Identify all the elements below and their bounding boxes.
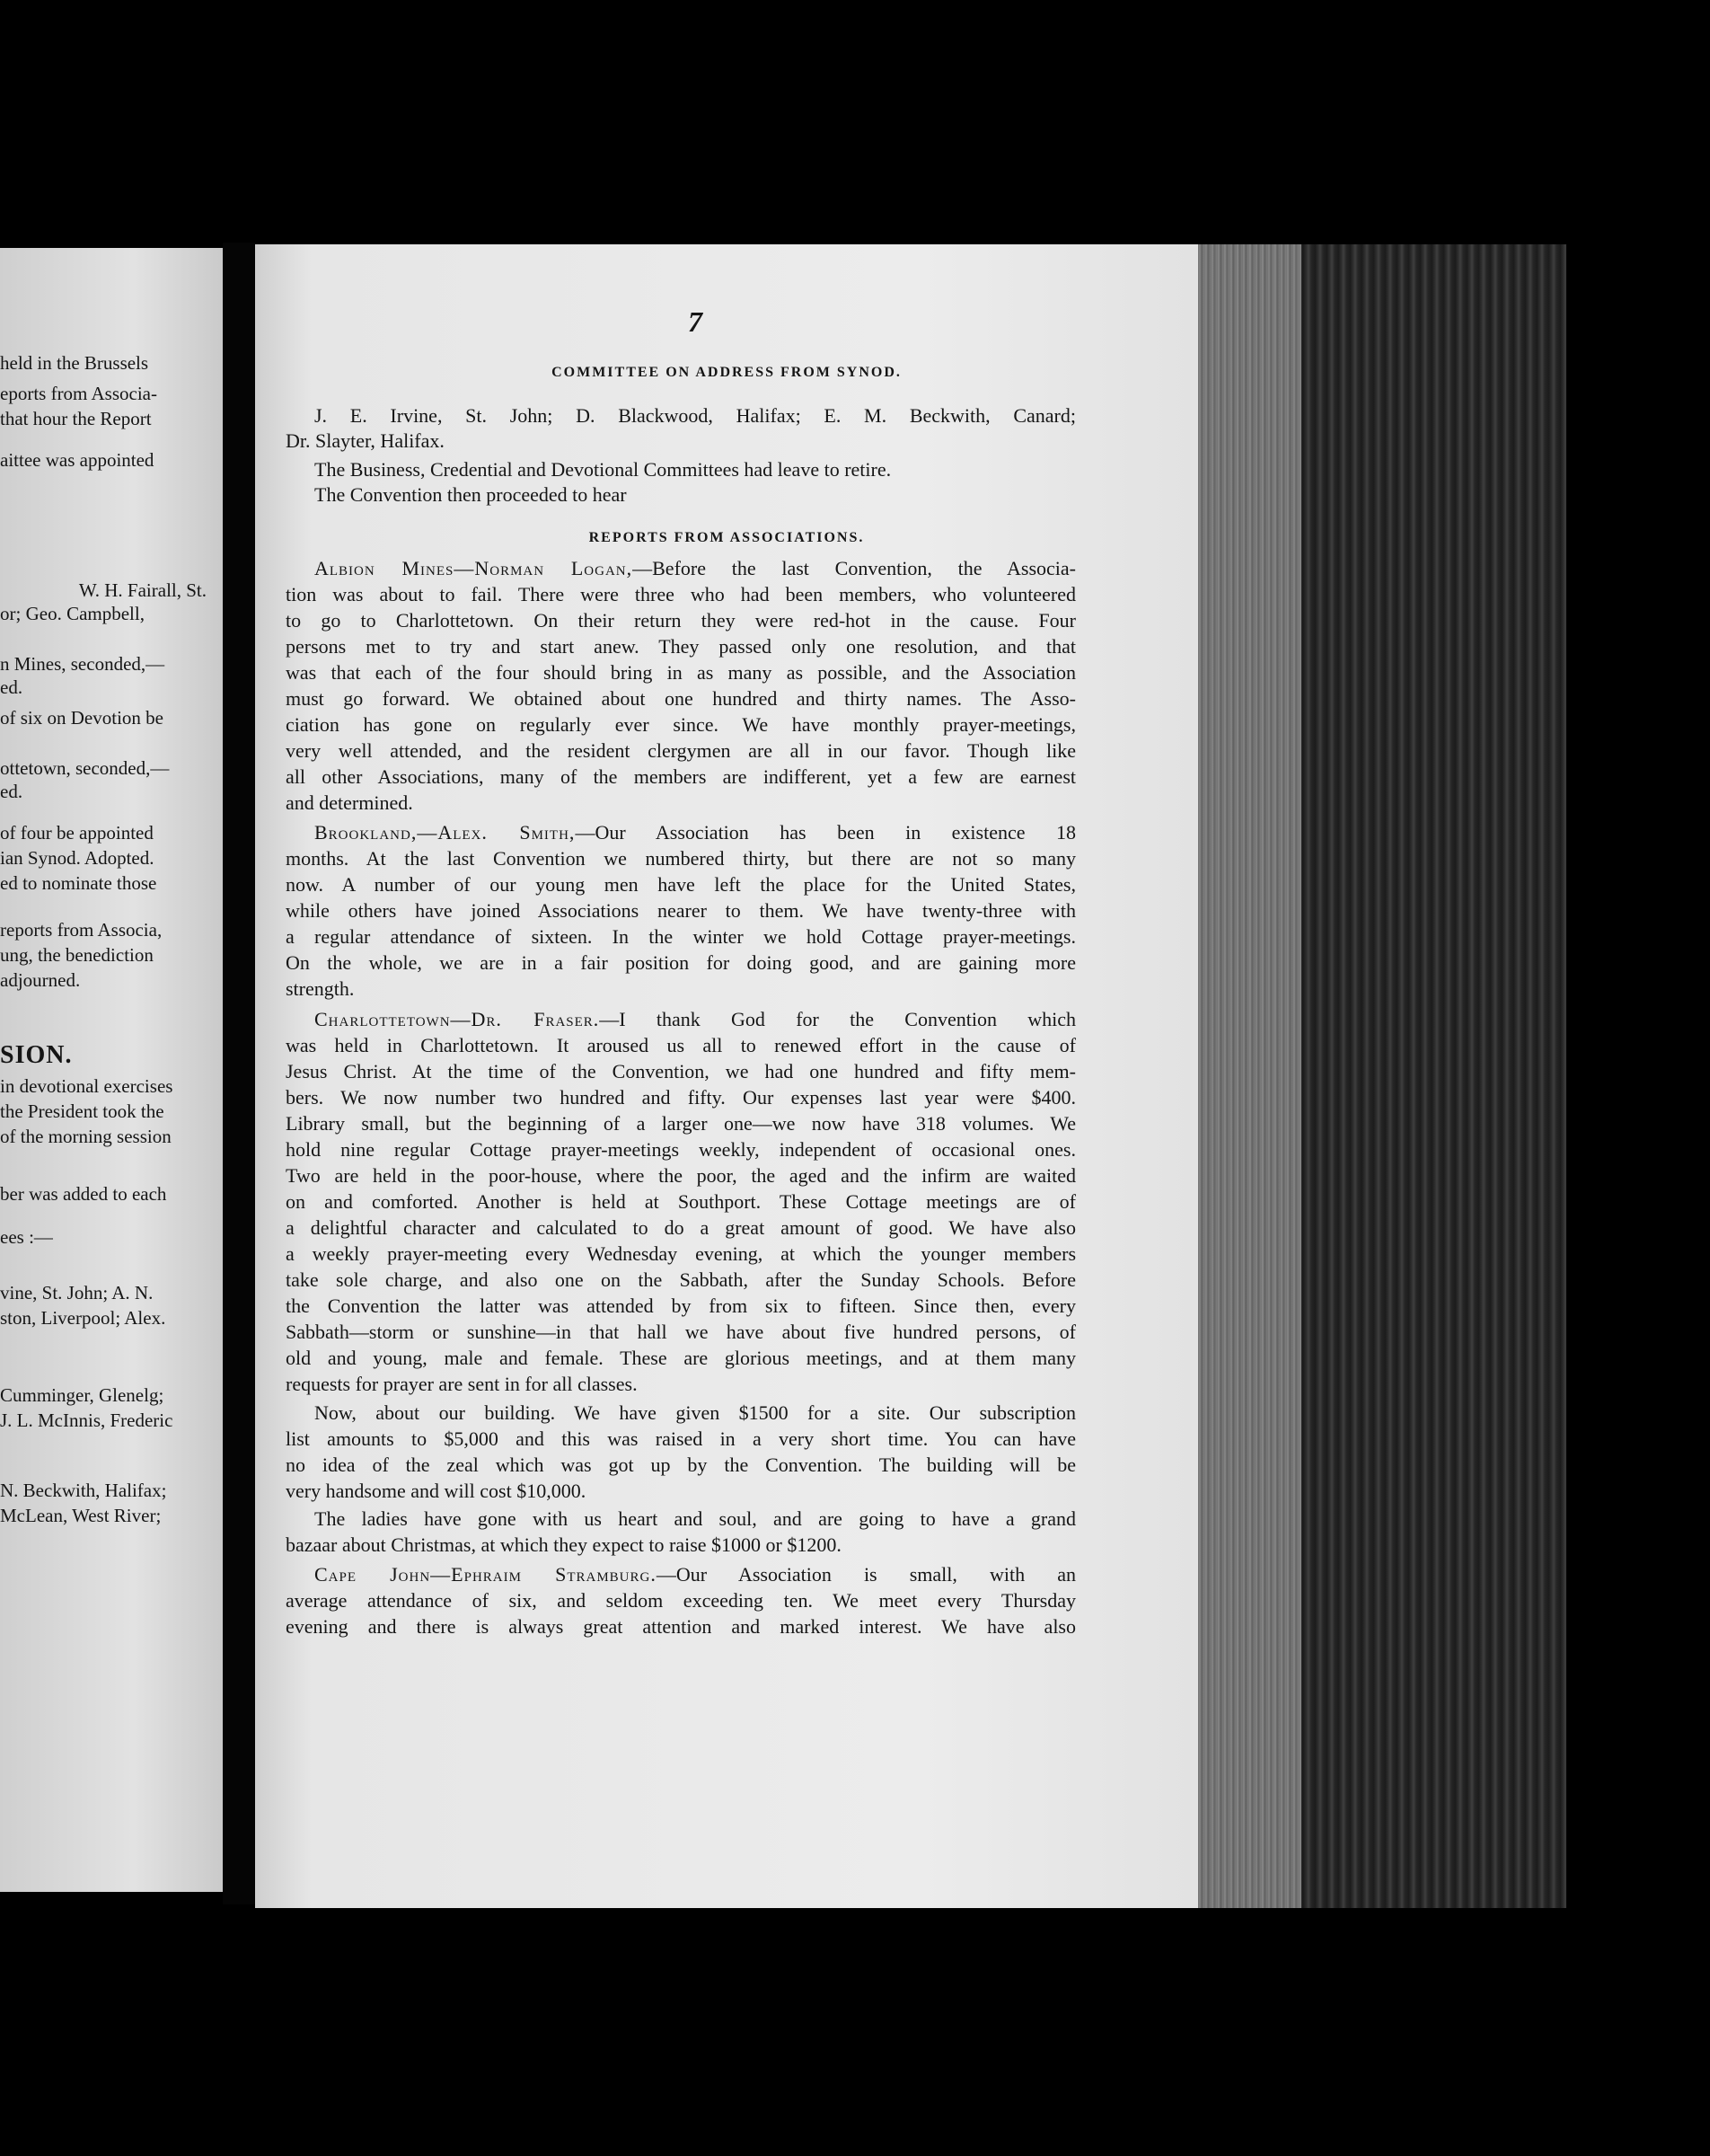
left-page-text-fragment: ed to nominate those: [0, 872, 157, 894]
report-charlottetown-line: take sole charge, and also one on the Sabbath, after the Sunday Schools. Before: [286, 1268, 1076, 1291]
left-page-text-fragment: eports from Associa-: [0, 383, 157, 404]
left-page-text-fragment: aittee was appointed: [0, 449, 154, 471]
report-brookland-line: a regular attendance of sixteen. In the winter we hold Cottage prayer-meetings.: [286, 925, 1076, 948]
book-gutter: [223, 243, 255, 1904]
report-charlottetown-line: Library small, but the beginning of a larger one—we now have 318 volumes. We: [286, 1112, 1076, 1135]
heading-committee-on-address: COMMITTEE ON ADDRESS FROM SYNOD.: [551, 365, 902, 380]
report-cape-john-line: average attendance of six, and seldom exceeding ten. We meet every Thursday: [286, 1589, 1076, 1612]
report-albion-line: and determined.: [286, 791, 413, 814]
heading-reports-from-associations: REPORTS FROM ASSOCIATIONS.: [588, 530, 865, 545]
left-page-text-fragment: W. H. Fairall, St.: [78, 579, 207, 601]
page-edge-band: [1198, 244, 1301, 1908]
left-page-text-fragment: of six on Devotion be: [0, 707, 163, 729]
report-albion-line: must go forward. We obtained about one hundred and thirty names. The Asso-: [286, 687, 1076, 710]
left-page-text-fragment: reports from Associa,: [0, 919, 163, 941]
ladies-line: bazaar about Christmas, at which they expect to raise $1000 or $1200.: [286, 1533, 842, 1556]
report-charlottetown-line: old and young, male and female. These are glorious meetings, and at them many: [286, 1347, 1076, 1369]
left-page-text-fragment: that hour the Report: [0, 408, 152, 429]
main-page: [255, 244, 1198, 1908]
report-albion-line: all other Associations, many of the members are indifferent, yet a few are earnest: [286, 765, 1076, 788]
report-albion-line: was that each of the four should bring in as many as possible, and the Association: [286, 661, 1076, 684]
report-brookland-line: months. At the last Convention we numbered thirty, but there are not so many: [286, 847, 1076, 870]
report-charlottetown-first-line: [314, 1006, 1076, 1033]
report-brookland-line: On the whole, we are in a fair position for doing good, and are gaining more: [286, 951, 1076, 974]
left-page-text-fragment: n Mines, seconded,—: [0, 653, 165, 675]
left-page-text-fragment: ston, Liverpool; Alex.: [0, 1307, 166, 1329]
report-cape-john-text: —Our Association is small, with an: [656, 1563, 1076, 1586]
book-page-edges: [1198, 244, 1566, 1908]
report-brookland-line: now. A number of our young men have left the place for the United States,: [286, 873, 1076, 896]
left-page-text-fragment: ed.: [0, 781, 23, 802]
building-line: Now, about our building. We have given $1500 for a site. Our subscription: [314, 1401, 1076, 1424]
left-page-text-fragment: SION.: [0, 1041, 73, 1069]
report-albion-text: —Before the last Convention, the Associa-: [632, 557, 1076, 579]
business-line: The Business, Credential and Devotional Committees had leave to retire.: [314, 458, 892, 481]
left-facing-page: [0, 248, 223, 1892]
building-line: very handsome and will cost $10,000.: [286, 1480, 586, 1502]
report-albion-line: very well attended, and the resident clergymen are all in our favor. Though like: [286, 739, 1076, 762]
report-charlottetown-line: hold nine regular Cottage prayer-meetings weekly, independent of occasional ones.: [286, 1138, 1076, 1161]
report-charlottetown-line: Sabbath—storm or sunshine—in that hall we have about five hundred persons, of: [286, 1321, 1076, 1343]
report-charlottetown-line: Jesus Christ. At the time of the Convention, we had one hundred and fifty mem-: [286, 1060, 1076, 1082]
left-page-text-fragment: ees :—: [0, 1226, 53, 1248]
report-albion-line: to go to Charlottetown. On their return they were red-hot in the cause. Four: [286, 609, 1076, 632]
committee-line: J. E. Irvine, St. John; D. Blackwood, Halifax; E. M. Beckwith, Canard;: [314, 404, 1076, 427]
left-page-text-fragment: J. L. McInnis, Frederic: [0, 1409, 173, 1431]
report-charlottetown-line: a weekly prayer-meeting every Wednesday evening, at which the younger members: [286, 1242, 1076, 1265]
report-albion-line: tion was about to fail. There were three who had been members, who volunteered: [286, 583, 1076, 605]
report-brookland-first-line: [314, 819, 1076, 846]
report-cape-john-line: evening and there is always great attention and marked interest. We have also: [286, 1615, 1076, 1638]
report-charlottetown-line: bers. We now number two hundred and fifty. Our expenses last year were $400.: [286, 1086, 1076, 1109]
report-charlottetown-line: requests for prayer are sent in for all classes.: [286, 1373, 638, 1395]
left-page-text-fragment: ottetown, seconded,—: [0, 757, 170, 779]
report-brookland-line: strength.: [286, 977, 355, 1000]
ladies-line: The ladies have gone with us heart and soul, and are going to have a grand: [314, 1507, 1076, 1530]
report-albion-line: persons met to try and start anew. They passed only one resolution, and that: [286, 635, 1076, 658]
left-page-text-fragment: adjourned.: [0, 969, 81, 991]
left-page-text-fragment: ung, the benediction: [0, 944, 154, 966]
left-page-text-fragment: vine, St. John; A. N.: [0, 1282, 154, 1303]
committee-line: Dr. Slayter, Halifax.: [286, 429, 445, 452]
left-page-text-fragment: of four be appointed: [0, 822, 154, 844]
building-line: no idea of the zeal which was got up by the Convention. The building will be: [286, 1454, 1076, 1476]
report-charlottetown-line: was held in Charlottetown. It aroused us all to renewed effort in the cause of: [286, 1034, 1076, 1056]
report-cape-john-first-line: [314, 1561, 1076, 1588]
report-charlottetown-text: —I thank God for the Convention which: [599, 1008, 1076, 1030]
left-page-text-fragment: N. Beckwith, Halifax;: [0, 1480, 167, 1501]
report-cape-john-name: Cape John—Ephraim Stramburg.: [314, 1563, 657, 1586]
left-page-text-fragment: of the morning session: [0, 1126, 172, 1147]
left-page-text-fragment: held in the Brussels: [0, 352, 149, 374]
report-charlottetown-line: Two are held in the poor-house, where the poor, the aged and the infirm are waited: [286, 1164, 1076, 1187]
report-charlottetown-line: on and comforted. Another is held at Southport. These Cottage meetings are of: [286, 1190, 1076, 1213]
report-albion-name: Albion Mines—Norman Logan,: [314, 557, 633, 579]
left-page-text-fragment: ed.: [0, 676, 23, 698]
report-albion-line: ciation has gone on regularly ever since. We have monthly prayer-meetings,: [286, 713, 1076, 736]
left-page-text-fragment: ber was added to each: [0, 1183, 167, 1205]
left-page-text-fragment: Cumminger, Glenelg;: [0, 1384, 164, 1406]
page-text-block: [255, 244, 1198, 1908]
report-charlottetown-line: the Convention the latter was attended by from six to fifteen. Since then, every: [286, 1294, 1076, 1317]
page-number: 7: [688, 305, 702, 338]
business-line: The Convention then proceeded to hear: [314, 483, 627, 506]
report-brookland-line: while others have joined Associations nearer to them. We have twenty-three with: [286, 899, 1076, 922]
left-page-text-fragment: McLean, West River;: [0, 1505, 162, 1526]
left-page-text-fragment: or; Geo. Campbell,: [0, 603, 145, 624]
report-charlottetown-line: a delightful character and calculated to do a great amount of good. We have also: [286, 1216, 1076, 1239]
building-line: list amounts to $5,000 and this was raised in a very short time. You can have: [286, 1427, 1076, 1450]
left-page-text-fragment: the President took the: [0, 1100, 164, 1122]
report-brookland-name: Brookland,—Alex. Smith,: [314, 821, 576, 844]
left-page-text-fragment: ian Synod. Adopted.: [0, 847, 154, 869]
report-brookland-text: —Our Association has been in existence 18: [575, 821, 1076, 844]
report-albion-first-line: [314, 555, 1076, 582]
left-page-text-fragment: in devotional exercises: [0, 1075, 173, 1097]
report-charlottetown-name: Charlottetown—Dr. Fraser.: [314, 1008, 600, 1030]
